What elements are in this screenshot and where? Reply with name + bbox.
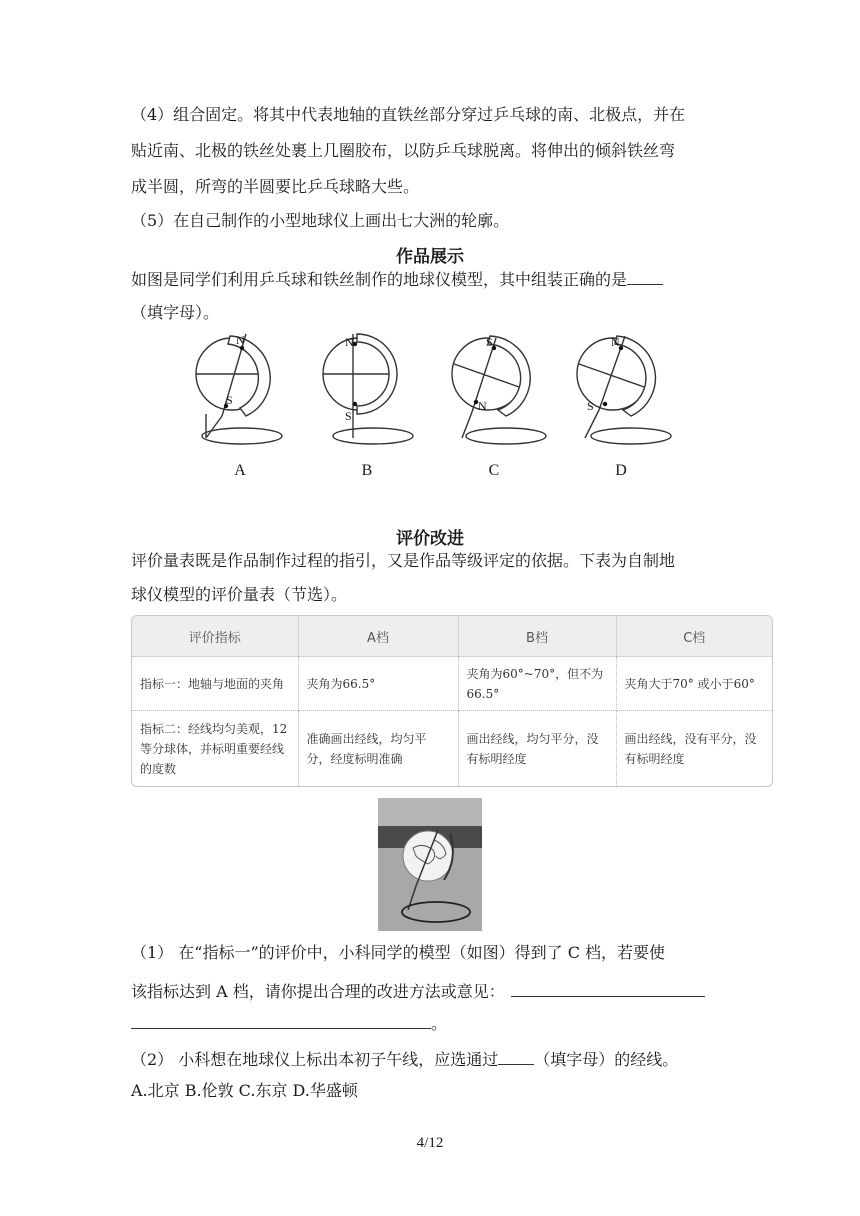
table-cell: 准确画出经线，均匀平分，经度标明准确 [298,711,458,787]
question1-line2: 该指标达到 A 档，请你提出合理的改进方法或意见： [131,980,705,1003]
answer-blank [498,1048,534,1065]
globe-option-c [434,330,554,485]
globe-a-bottom-label: S [226,393,233,407]
showcase-heading: 作品展示 [396,247,464,267]
globe-d-drawing [561,330,681,460]
question2-options: A.北京 B.伦敦 C.东京 D.华盛顿 [131,1081,358,1100]
question1-line1: （1） 在“指标一”的评价中，小科同学的模型（如图）得到了 C 档，若要使 [131,943,666,962]
answer-blank [627,268,663,285]
evaluation-intro-line1: 评价量表既是作品制作过程的指引，又是作品等级评定的依据。下表为自制地 [131,551,676,570]
answer-blank [131,1012,431,1029]
globe-b-bottom-label: S [345,409,352,423]
table-cell: 画出经线，均匀平分，没有标明经度 [458,711,616,787]
table-cell: 夹角大于70° 或小于60° [616,657,772,711]
table-row [132,657,772,711]
globe-b-top-label: N [345,335,354,349]
globe-d-label: D [615,462,627,479]
globe-c-drawing [434,330,554,460]
globe-c-label: C [488,462,500,479]
globe-a-label: A [234,462,246,479]
globe-d-bottom-label: S [587,399,594,413]
table-cell: 夹角为60°~70°，但不为66.5° [458,657,616,711]
globe-options [180,330,680,490]
table-header-cell: C档 [616,616,772,657]
table-cell: 指标一：地轴与地面的夹角 [132,657,298,711]
table-row [132,711,772,787]
evaluation-intro-line2: 球仪模型的评价量表（节选）。 [131,585,348,604]
evaluation-table [131,615,773,787]
evaluation-heading: 评价改进 [396,529,464,549]
question2: （2） 小科想在地球仪上标出本初子午线，应选通过 （填字母）的经线。 [131,1050,679,1069]
step4-line3: 成半圆，所弯的半圆要比乒乓球略大些。 [131,177,420,196]
globe-d-top-label: N [611,335,620,349]
table-cell: 指标二：经线均匀美观，12等分球体，并标明重要经线的度数 [132,711,298,787]
table-header-cell: B档 [458,616,616,657]
globe-option-d [561,330,681,485]
showcase-question-line1: 如图是同学们利用乒乓球和铁丝制作的地球仪模型，其中组装正确的是 [131,268,663,291]
globe-c-bottom-label: N [478,399,487,413]
table-header-cell: 评价指标 [132,616,298,657]
step4-line1: （4）组合固定。将其中代表地轴的直铁丝部分穿过乒乓球的南、北极点，并在 [131,105,686,124]
globe-b-label: B [361,462,373,479]
globe-option-b [307,330,427,485]
globe-c-top-label: S [486,335,493,349]
table-header-cell: A档 [298,616,458,657]
globe-a-drawing [180,330,300,460]
globe-option-a [180,330,300,485]
answer-blank [511,980,705,997]
step5: （5）在自己制作的小型地球仪上画出七大洲的轮廓。 [131,211,510,230]
globe-a-top-label: N [236,333,245,347]
globe-b-drawing [307,330,427,460]
student-globe-photo [378,798,482,931]
table-cell: 夹角为66.5° [298,657,458,711]
table-cell: 画出经线，没有平分，没有标明经度 [616,711,772,787]
showcase-question-line2: （填字母）。 [131,303,220,322]
page-number: 4/12 [416,1135,444,1151]
question1-line3: 。 [131,1012,447,1035]
step4-line2: 贴近南、北极的铁丝处裹上几圈胶布，以防乒乓球脱离。将伸出的倾斜铁丝弯 [131,141,676,160]
table-header-row [132,616,772,657]
